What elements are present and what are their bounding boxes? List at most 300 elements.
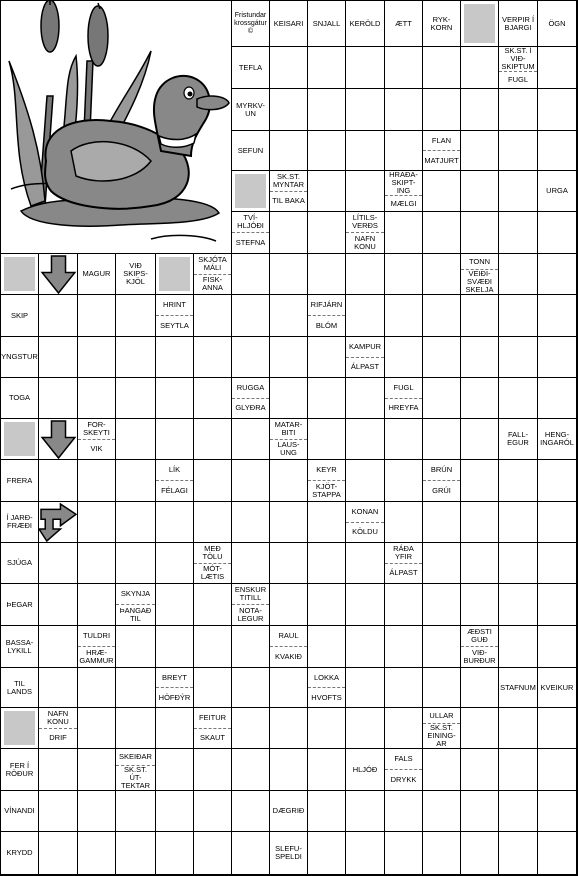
answer-cell[interactable]	[461, 791, 499, 832]
answer-cell[interactable]	[308, 832, 346, 875]
answer-cell[interactable]	[78, 749, 116, 791]
clue-text-lower: NAFN KONU	[354, 234, 376, 251]
duck-illustration	[1, 1, 232, 254]
clue-text: FALL- EGUR	[507, 430, 529, 447]
clue-cell	[1, 543, 39, 584]
answer-cell[interactable]	[232, 708, 270, 749]
answer-cell[interactable]	[270, 584, 308, 626]
answer-cell[interactable]	[270, 708, 308, 749]
answer-cell[interactable]	[538, 131, 577, 171]
answer-cell[interactable]	[270, 89, 308, 131]
clue-cell	[1, 749, 39, 791]
answer-cell[interactable]	[232, 668, 270, 708]
answer-cell[interactable]	[461, 131, 499, 171]
answer-cell[interactable]	[116, 791, 156, 832]
split-clue-cell	[423, 131, 461, 171]
answer-cell[interactable]	[423, 212, 461, 254]
answer-cell[interactable]	[423, 502, 461, 543]
answer-cell[interactable]	[538, 337, 577, 378]
answer-cell[interactable]	[156, 378, 194, 419]
answer-cell[interactable]	[423, 337, 461, 378]
header-clue-cell	[270, 1, 308, 47]
clue-text: VÍNANDI	[4, 806, 35, 815]
answer-cell[interactable]	[461, 47, 499, 89]
answer-cell[interactable]	[423, 378, 461, 419]
answer-cell[interactable]	[385, 131, 423, 171]
answer-cell[interactable]	[194, 460, 232, 502]
answer-cell[interactable]	[499, 337, 538, 378]
answer-cell[interactable]	[346, 460, 385, 502]
answer-cell[interactable]	[385, 460, 423, 502]
answer-cell[interactable]	[346, 791, 385, 832]
grey-block-cell	[1, 419, 39, 460]
answer-cell[interactable]	[499, 254, 538, 295]
arrow-cell	[39, 419, 78, 460]
answer-cell[interactable]	[346, 832, 385, 875]
answer-cell[interactable]	[78, 543, 116, 584]
answer-cell[interactable]	[499, 791, 538, 832]
clue-text: TOGA	[8, 393, 31, 402]
clue-text-lower: SKAUT	[199, 733, 225, 743]
split-clue-cell	[78, 419, 116, 460]
clue-text-upper: SKEIÐAR	[116, 749, 155, 766]
answer-cell[interactable]	[156, 832, 194, 875]
clue-text-upper: HRINT	[156, 295, 193, 316]
answer-cell[interactable]	[499, 89, 538, 131]
clue-cell	[232, 47, 270, 89]
answer-cell[interactable]	[385, 791, 423, 832]
clue-text: BASSA- LYKILL	[5, 637, 34, 655]
answer-cell[interactable]	[308, 543, 346, 584]
answer-cell[interactable]	[499, 212, 538, 254]
answer-cell[interactable]	[423, 295, 461, 337]
split-clue-cell	[499, 47, 538, 89]
answer-cell[interactable]	[78, 584, 116, 626]
answer-cell[interactable]	[423, 89, 461, 131]
answer-cell[interactable]	[423, 543, 461, 584]
answer-cell[interactable]	[78, 502, 116, 543]
answer-cell[interactable]	[232, 543, 270, 584]
answer-cell[interactable]	[385, 89, 423, 131]
clue-text: SJÚGA	[6, 558, 32, 567]
clue-text: HLJÓÐ	[352, 764, 378, 774]
answer-cell[interactable]	[270, 254, 308, 295]
split-clue-cell	[39, 708, 78, 749]
answer-cell[interactable]	[346, 419, 385, 460]
answer-cell[interactable]	[538, 295, 577, 337]
answer-cell[interactable]	[39, 337, 78, 378]
clue-text-lower: HVOFTS	[311, 692, 342, 702]
split-clue-cell	[116, 749, 156, 791]
answer-cell[interactable]	[308, 89, 346, 131]
answer-cell[interactable]	[423, 171, 461, 212]
answer-cell[interactable]	[116, 668, 156, 708]
answer-cell[interactable]	[194, 584, 232, 626]
clue-text-upper: ENSKUR TITILL	[232, 584, 269, 605]
split-clue-cell	[308, 668, 346, 708]
answer-cell[interactable]	[538, 254, 577, 295]
clue-text-upper: MATAR- BITI	[270, 419, 307, 440]
answer-cell[interactable]	[270, 543, 308, 584]
answer-cell[interactable]	[385, 708, 423, 749]
split-clue-cell	[308, 295, 346, 337]
answer-cell[interactable]	[538, 212, 577, 254]
answer-cell[interactable]	[461, 460, 499, 502]
split-clue-cell	[232, 584, 270, 626]
answer-cell[interactable]	[499, 626, 538, 668]
answer-cell[interactable]	[385, 668, 423, 708]
clue-text-upper: MEÐ TÖLU	[194, 543, 231, 564]
answer-cell[interactable]	[499, 171, 538, 212]
answer-cell[interactable]	[308, 378, 346, 419]
answer-cell[interactable]	[156, 791, 194, 832]
arrow-cell	[39, 502, 78, 543]
answer-cell[interactable]	[232, 460, 270, 502]
clue-text-upper: TONN	[461, 254, 498, 270]
clue-text-lower: FISK- ANNA	[202, 275, 223, 293]
clue-text-upper: SKYNJA	[116, 584, 155, 605]
clue-text-lower: MÆLGI	[390, 198, 417, 208]
answer-cell[interactable]	[232, 749, 270, 791]
answer-cell[interactable]	[308, 254, 346, 295]
clue-text: DÆGRIÐ	[272, 806, 305, 815]
clue-cell	[1, 460, 39, 502]
split-clue-cell	[461, 254, 499, 295]
answer-cell[interactable]	[156, 749, 194, 791]
answer-cell[interactable]	[538, 502, 577, 543]
clue-text-lower: GLYÐRA	[235, 403, 266, 413]
arrow-cell	[39, 254, 78, 295]
answer-cell[interactable]	[78, 295, 116, 337]
answer-cell[interactable]	[461, 832, 499, 875]
answer-cell[interactable]	[538, 832, 577, 875]
answer-cell[interactable]	[308, 131, 346, 171]
split-clue-cell	[385, 171, 423, 212]
clue-text-lower: BLÓM	[315, 321, 338, 330]
header-clue-cell	[385, 1, 423, 47]
answer-cell[interactable]	[156, 543, 194, 584]
answer-cell[interactable]	[499, 131, 538, 171]
clue-text-lower: VIK	[90, 444, 103, 454]
clue-text-lower: ÞANGAÐ TIL	[119, 606, 152, 623]
clue-cell	[1, 378, 39, 419]
answer-cell[interactable]	[385, 295, 423, 337]
answer-cell[interactable]	[194, 295, 232, 337]
answer-cell[interactable]	[423, 254, 461, 295]
answer-cell[interactable]	[116, 832, 156, 875]
answer-cell[interactable]	[78, 708, 116, 749]
answer-cell[interactable]	[116, 626, 156, 668]
answer-cell[interactable]	[116, 419, 156, 460]
answer-cell[interactable]	[116, 543, 156, 584]
answer-cell[interactable]	[116, 460, 156, 502]
answer-cell[interactable]	[270, 212, 308, 254]
clue-text-upper: BRÚN	[423, 460, 460, 481]
answer-cell[interactable]	[270, 502, 308, 543]
answer-cell[interactable]	[270, 47, 308, 89]
answer-cell[interactable]	[270, 131, 308, 171]
split-clue-cell	[270, 171, 308, 212]
answer-cell[interactable]	[78, 460, 116, 502]
answer-cell[interactable]	[308, 502, 346, 543]
answer-cell[interactable]	[78, 337, 116, 378]
answer-cell[interactable]	[461, 668, 499, 708]
answer-cell[interactable]	[346, 254, 385, 295]
clue-text-upper: BREYT	[156, 668, 193, 688]
answer-cell[interactable]	[346, 668, 385, 708]
answer-cell[interactable]	[499, 295, 538, 337]
answer-cell[interactable]	[346, 89, 385, 131]
answer-cell[interactable]	[232, 337, 270, 378]
split-clue-cell	[194, 543, 232, 584]
answer-cell[interactable]	[270, 749, 308, 791]
answer-cell[interactable]	[461, 708, 499, 749]
answer-cell[interactable]	[78, 832, 116, 875]
answer-cell[interactable]	[499, 502, 538, 543]
answer-cell[interactable]	[538, 47, 577, 89]
answer-cell[interactable]	[346, 708, 385, 749]
answer-cell[interactable]	[308, 749, 346, 791]
answer-cell[interactable]	[39, 832, 78, 875]
split-clue-cell	[385, 749, 423, 791]
answer-cell[interactable]	[194, 791, 232, 832]
answer-cell[interactable]	[499, 378, 538, 419]
clue-text-lower: HÖFÐÝR	[158, 692, 191, 702]
clue-cell	[1, 626, 39, 668]
answer-cell[interactable]	[116, 378, 156, 419]
clue-text: KRYDD	[6, 848, 33, 857]
answer-cell[interactable]	[499, 708, 538, 749]
answer-cell[interactable]	[461, 378, 499, 419]
answer-cell[interactable]	[156, 584, 194, 626]
answer-cell[interactable]	[39, 749, 78, 791]
clue-text-lower: VIÐ- BURÐUR	[463, 648, 496, 665]
clue-text: FRERA	[6, 475, 33, 485]
answer-cell[interactable]	[385, 502, 423, 543]
answer-cell[interactable]	[385, 212, 423, 254]
clue-text: SEFUN	[237, 145, 264, 155]
answer-cell[interactable]	[232, 626, 270, 668]
answer-cell[interactable]	[461, 212, 499, 254]
clue-text-upper: KONAN	[346, 502, 384, 523]
answer-cell[interactable]	[461, 749, 499, 791]
answer-cell[interactable]	[308, 212, 346, 254]
grey-block-cell	[156, 254, 194, 295]
answer-cell[interactable]	[308, 708, 346, 749]
answer-cell[interactable]	[78, 668, 116, 708]
answer-cell[interactable]	[270, 337, 308, 378]
answer-cell[interactable]	[461, 89, 499, 131]
header-clue-cell	[423, 1, 461, 47]
answer-cell[interactable]	[232, 832, 270, 875]
answer-cell[interactable]	[270, 460, 308, 502]
answer-cell[interactable]	[423, 832, 461, 875]
answer-cell[interactable]	[232, 791, 270, 832]
grey-block	[4, 711, 35, 745]
clue-text-lower: MATJURT	[424, 155, 459, 165]
clue-text-lower: SEYTLA	[160, 321, 189, 330]
answer-cell[interactable]	[308, 419, 346, 460]
answer-cell[interactable]	[194, 419, 232, 460]
answer-cell[interactable]	[39, 584, 78, 626]
answer-cell[interactable]	[156, 419, 194, 460]
answer-cell[interactable]	[538, 584, 577, 626]
clue-text: SLEFU- SPELDI	[275, 844, 302, 861]
answer-cell[interactable]	[385, 419, 423, 460]
answer-cell[interactable]	[308, 171, 346, 212]
clue-text-lower: STEFNA	[235, 238, 266, 247]
answer-cell[interactable]	[461, 584, 499, 626]
split-clue-cell	[156, 668, 194, 708]
clue-text-upper: LÍK	[156, 460, 193, 481]
answer-cell[interactable]	[538, 89, 577, 131]
answer-cell[interactable]	[116, 295, 156, 337]
clue-text-upper: HRAÐA- SKIPT- ING	[385, 171, 422, 196]
answer-cell[interactable]	[423, 668, 461, 708]
answer-cell[interactable]	[232, 254, 270, 295]
answer-cell[interactable]	[423, 791, 461, 832]
answer-cell[interactable]	[39, 295, 78, 337]
answer-cell[interactable]	[385, 626, 423, 668]
answer-cell[interactable]	[308, 584, 346, 626]
clue-text-lower: DRIF	[49, 733, 67, 743]
answer-cell[interactable]	[232, 502, 270, 543]
clue-text: ÆTT	[395, 18, 412, 28]
answer-cell[interactable]	[346, 626, 385, 668]
answer-cell[interactable]	[270, 668, 308, 708]
answer-cell[interactable]	[538, 791, 577, 832]
answer-cell[interactable]	[308, 626, 346, 668]
answer-cell[interactable]	[385, 47, 423, 89]
answer-cell[interactable]	[78, 378, 116, 419]
clue-text-upper: FLAN	[423, 131, 460, 151]
clue-text-lower: ÁLPAST	[350, 362, 380, 372]
clue-text-lower: NOTA- LEGUR	[237, 606, 264, 623]
answer-cell[interactable]	[385, 337, 423, 378]
header-clue-cell	[308, 1, 346, 47]
answer-cell[interactable]	[499, 584, 538, 626]
answer-cell[interactable]	[116, 708, 156, 749]
answer-cell[interactable]	[538, 749, 577, 791]
clue-text-lower: KVAKIÐ	[275, 652, 302, 661]
answer-cell[interactable]	[156, 626, 194, 668]
answer-cell[interactable]	[461, 419, 499, 460]
answer-cell[interactable]	[461, 171, 499, 212]
answer-cell[interactable]	[499, 832, 538, 875]
answer-cell[interactable]	[538, 460, 577, 502]
answer-cell[interactable]	[194, 832, 232, 875]
answer-cell[interactable]	[308, 791, 346, 832]
answer-cell[interactable]	[194, 378, 232, 419]
clue-cell	[538, 668, 577, 708]
clue-text: SKIP	[10, 310, 29, 320]
clue-text: KVEIKUR	[540, 682, 574, 692]
answer-cell[interactable]	[232, 295, 270, 337]
answer-cell[interactable]	[270, 295, 308, 337]
grey-block	[4, 257, 35, 291]
split-clue-cell	[346, 212, 385, 254]
answer-cell[interactable]	[385, 584, 423, 626]
answer-cell[interactable]	[232, 419, 270, 460]
answer-cell[interactable]	[194, 749, 232, 791]
answer-cell[interactable]	[346, 131, 385, 171]
clue-text: TIL LANDS	[6, 678, 32, 696]
answer-cell[interactable]	[308, 337, 346, 378]
answer-cell[interactable]	[270, 378, 308, 419]
answer-cell[interactable]	[308, 47, 346, 89]
answer-cell[interactable]	[346, 378, 385, 419]
answer-cell[interactable]	[461, 502, 499, 543]
answer-cell[interactable]	[538, 708, 577, 749]
answer-cell[interactable]	[499, 460, 538, 502]
brand-label: Fristundar krossgátur ©	[234, 11, 267, 35]
answer-cell[interactable]	[499, 543, 538, 584]
answer-cell[interactable]	[39, 378, 78, 419]
answer-cell[interactable]	[423, 584, 461, 626]
answer-cell[interactable]	[346, 295, 385, 337]
answer-cell[interactable]	[39, 543, 78, 584]
answer-cell[interactable]	[194, 668, 232, 708]
answer-cell[interactable]	[423, 419, 461, 460]
clue-text: Í JARÐ- FRÆÐI	[6, 513, 33, 530]
answer-cell[interactable]	[538, 378, 577, 419]
answer-cell[interactable]	[423, 749, 461, 791]
answer-cell[interactable]	[194, 337, 232, 378]
answer-cell[interactable]	[39, 460, 78, 502]
answer-cell[interactable]	[538, 543, 577, 584]
answer-cell[interactable]	[346, 543, 385, 584]
split-clue-cell	[270, 626, 308, 668]
answer-cell[interactable]	[116, 337, 156, 378]
answer-cell[interactable]	[194, 502, 232, 543]
answer-cell[interactable]	[346, 584, 385, 626]
answer-cell[interactable]	[385, 254, 423, 295]
clue-text-lower: VEIÐI- SVÆÐI SKELJA	[465, 269, 494, 294]
answer-cell[interactable]	[39, 668, 78, 708]
answer-cell[interactable]	[423, 626, 461, 668]
answer-cell[interactable]	[499, 749, 538, 791]
clue-text: ÖGN	[548, 18, 566, 28]
clue-text-lower: KJÖT- STAPPA	[312, 482, 341, 499]
answer-cell[interactable]	[461, 337, 499, 378]
header-clue-cell	[461, 1, 499, 47]
answer-cell[interactable]	[423, 47, 461, 89]
answer-cell[interactable]	[39, 626, 78, 668]
header-clue-cell	[346, 1, 385, 47]
answer-cell[interactable]	[39, 791, 78, 832]
clue-text-lower: FUGL	[507, 75, 528, 84]
answer-cell[interactable]	[538, 626, 577, 668]
answer-cell[interactable]	[78, 791, 116, 832]
answer-cell[interactable]	[156, 502, 194, 543]
clue-text-upper: FUGL	[385, 378, 422, 399]
answer-cell[interactable]	[385, 832, 423, 875]
answer-cell[interactable]	[156, 708, 194, 749]
answer-cell[interactable]	[116, 502, 156, 543]
answer-cell[interactable]	[156, 337, 194, 378]
answer-cell[interactable]	[346, 47, 385, 89]
answer-cell[interactable]	[461, 543, 499, 584]
answer-cell[interactable]	[194, 626, 232, 668]
answer-cell[interactable]	[461, 295, 499, 337]
clue-cell	[538, 171, 577, 212]
clue-text-upper: TVÍ- HLJÓÐI	[232, 212, 269, 233]
clue-cell	[1, 337, 39, 378]
clue-cell	[1, 502, 39, 543]
answer-cell[interactable]	[346, 171, 385, 212]
clue-text-upper: RIFJÁRN	[308, 295, 345, 316]
clue-text-lower: HRÆ- GAMMUR	[79, 648, 114, 665]
